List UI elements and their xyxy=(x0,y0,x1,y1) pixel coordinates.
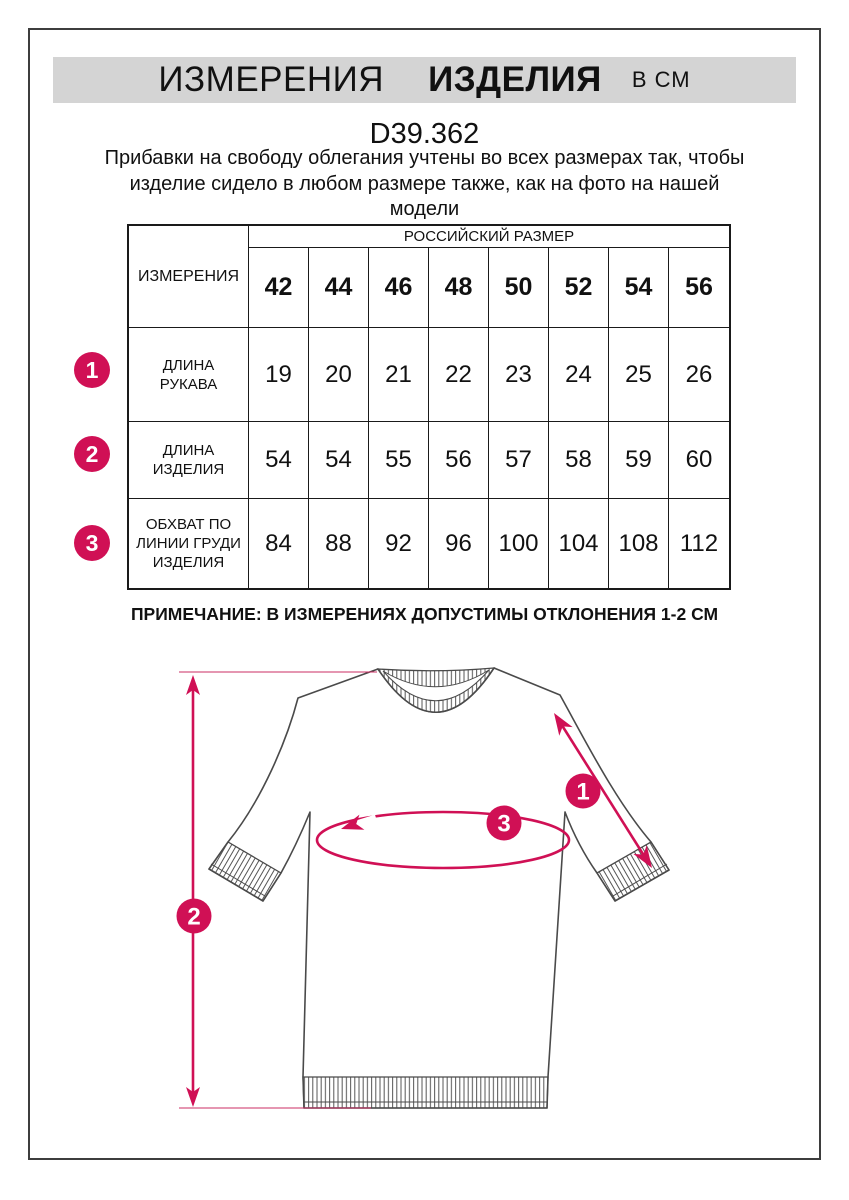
table-value: 55 xyxy=(369,422,429,499)
table-value: 54 xyxy=(309,422,369,499)
size-col-header: 44 xyxy=(309,248,369,328)
svg-text:2: 2 xyxy=(187,903,201,931)
table-value: 25 xyxy=(609,328,669,422)
table-value: 58 xyxy=(549,422,609,499)
row-label-sleeve-length: ДЛИНА РУКАВА xyxy=(129,328,249,422)
row-badge-2: 2 xyxy=(74,436,110,472)
size-col-header: 52 xyxy=(549,248,609,328)
page-title-regular: ИЗМЕРЕНИЯ xyxy=(158,60,385,99)
table-value: 59 xyxy=(609,422,669,499)
table-value: 20 xyxy=(309,328,369,422)
table-value: 84 xyxy=(249,499,309,588)
svg-text:3: 3 xyxy=(497,810,511,838)
size-col-header: 48 xyxy=(429,248,489,328)
product-description: Прибавки на свободу облегания учтены во всех размерах так, чтобы изделие сидело в любом размере также, как на фото на нашей модели xyxy=(104,147,745,220)
size-col-header: 42 xyxy=(249,248,309,328)
size-col-header: 46 xyxy=(369,248,429,328)
size-col-header: 56 xyxy=(669,248,729,328)
table-value: 23 xyxy=(489,328,549,422)
table-value: 22 xyxy=(429,328,489,422)
page-title-unit: В СМ xyxy=(631,67,691,92)
row-label-garment-length: ДЛИНА ИЗДЕЛИЯ xyxy=(129,422,249,499)
product-code: D39.362 xyxy=(369,118,480,150)
table-value: 104 xyxy=(549,499,609,588)
table-value: 26 xyxy=(669,328,729,422)
table-value: 100 xyxy=(489,499,549,588)
svg-text:1: 1 xyxy=(576,778,590,806)
length-dimension-arrow xyxy=(186,675,200,1107)
diagram-badge-3 xyxy=(487,806,522,841)
table-value: 54 xyxy=(249,422,309,499)
tolerance-note: ПРИМЕЧАНИЕ: В ИЗМЕРЕНИЯХ ДОПУСТИМЫ ОТКЛОНЕНИЯ 1-2 СМ xyxy=(130,604,719,624)
table-value: 108 xyxy=(609,499,669,588)
table-value: 19 xyxy=(249,328,309,422)
table-value: 57 xyxy=(489,422,549,499)
row-label-chest-girth: ОБХВАТ ПО ЛИНИИ ГРУДИ ИЗДЕЛИЯ xyxy=(129,499,249,588)
table-value: 56 xyxy=(429,422,489,499)
table-value: 96 xyxy=(429,499,489,588)
table-value: 112 xyxy=(679,529,719,557)
table-value: 24 xyxy=(549,328,609,422)
table-value: 21 xyxy=(369,328,429,422)
diagram-badge-1 xyxy=(566,774,601,809)
tshirt-outline xyxy=(209,668,669,1108)
size-col-header: 50 xyxy=(489,248,549,328)
table-value: 92 xyxy=(369,499,429,588)
diagram-badge-2 xyxy=(177,899,212,934)
row-badge-1: 1 xyxy=(74,352,110,388)
table-value: 88 xyxy=(309,499,369,588)
hem-ribbing xyxy=(303,1077,548,1108)
table-size-group-header: РОССИЙСКИЙ РАЗМЕР xyxy=(249,226,729,248)
size-col-header: 54 xyxy=(609,248,669,328)
page-title-bold: ИЗДЕЛИЯ xyxy=(428,60,602,99)
row-badge-3: 3 xyxy=(74,525,110,561)
table-corner-header: ИЗМЕРЕНИЯ xyxy=(129,226,249,328)
table-value: 60 xyxy=(669,422,729,499)
